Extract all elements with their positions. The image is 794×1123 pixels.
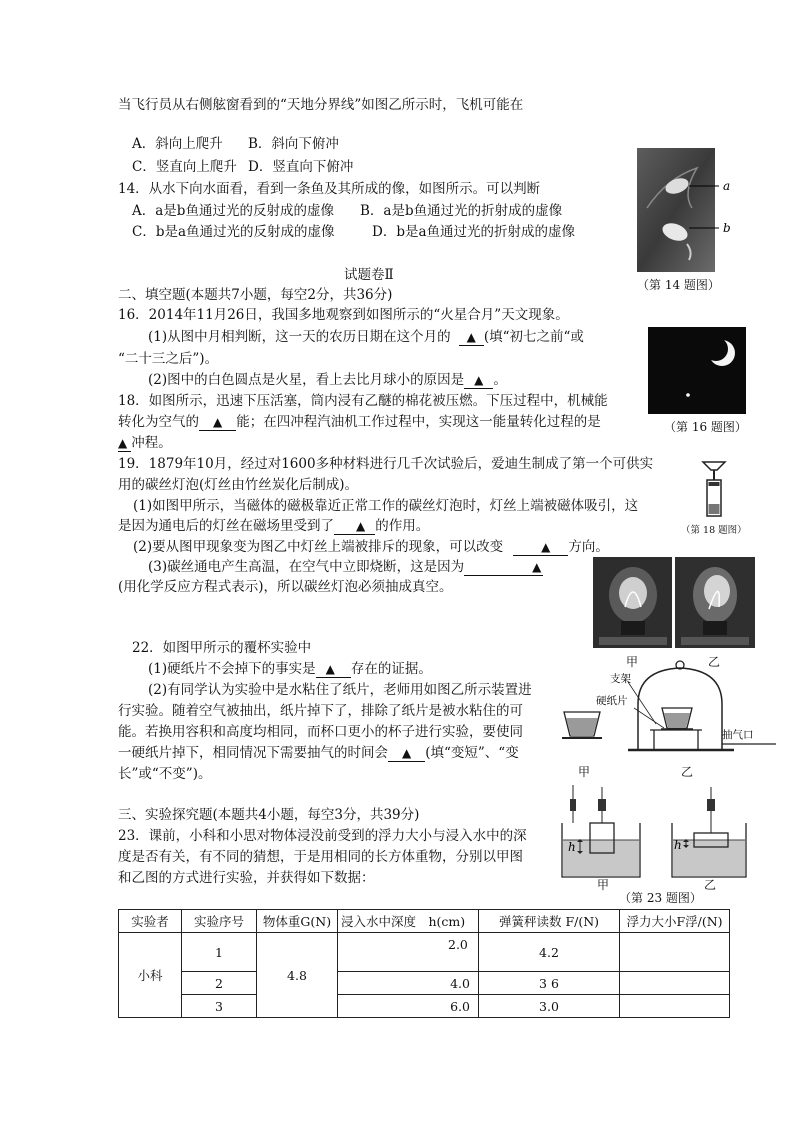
- q23-line2: 度是否有关，有不同的猜想，于是用相同的长方体重物，分别以甲图: [118, 849, 523, 865]
- q14-fish-photo: [637, 148, 743, 272]
- table-row: [119, 972, 730, 995]
- blank-mark: ▲: [532, 560, 542, 574]
- q19-line6: [148, 558, 543, 576]
- table-cell-depth: 2.0: [338, 933, 479, 972]
- q13-option-a: A．斜向上爬升: [132, 136, 223, 152]
- q22-label-support: 支架: [610, 673, 631, 685]
- q14-stem: 14．从水下向水面看，看到一条鱼及其所成的像，如图所示。可以判断: [118, 181, 541, 197]
- q14-caption: （第 14 题图）: [637, 278, 720, 292]
- q22-part2-line4: [118, 744, 519, 762]
- q22-label-jia: 甲: [578, 765, 591, 779]
- q13-stem: 当飞行员从右侧舷窗看到的“天地分界线”如图乙所示时，飞机可能在: [118, 97, 524, 113]
- table-header: 弹簧秤读数 F/(N): [479, 910, 620, 933]
- table-row: [119, 933, 730, 972]
- q18-line2-rest: 能；在四冲程汽油机工作过程中，实现这一能量转化过程的是: [236, 414, 601, 430]
- q19-blank2[interactable]: [513, 539, 568, 556]
- q16-part1-hint: (填“初七之前“或: [483, 329, 584, 345]
- q23-data-table: [118, 909, 730, 1018]
- q19-blank3[interactable]: [464, 559, 543, 576]
- q18-line2-text: 转化为空气的: [118, 414, 199, 430]
- table-cell-buoyancy[interactable]: [620, 972, 730, 995]
- q18-line1: 18．如图所示，迅速下压活塞，筒内浸有乙醚的棉花被压燃。下压过程中，机械能: [118, 393, 608, 409]
- q19-bulb-photo-yi: [675, 557, 755, 648]
- table-header: 物体重G(N): [257, 910, 338, 933]
- q23-line1: 23．课前，小科和小思对物体浸没前受到的浮力大小与浸入水中的深: [118, 828, 527, 844]
- q16-moon-photo: [648, 327, 746, 414]
- q13-option-d: D．竖直向下俯冲: [248, 159, 354, 175]
- blank-mark: ▲: [356, 519, 366, 533]
- q22-label-card: 硬纸片: [596, 695, 628, 707]
- table-cell-buoyancy[interactable]: [620, 995, 730, 1018]
- q22-label-yi: 乙: [681, 765, 694, 779]
- q22-stem: 22．如图甲所示的覆杯实验中: [132, 640, 312, 656]
- blank-mark: ▲: [466, 330, 476, 344]
- table-cell-depth: 4.0: [338, 972, 479, 995]
- q14-option-c: C．b是a鱼通过光的反射成的虚像: [132, 224, 335, 240]
- mars-dot: [686, 393, 690, 397]
- q19-label-yi: 乙: [708, 655, 721, 669]
- q23-label-h-yi: h: [674, 838, 682, 852]
- q22-blank1[interactable]: [316, 661, 351, 678]
- table-cell-weight: 4.8: [257, 933, 338, 1018]
- q18-blank2[interactable]: [118, 435, 131, 452]
- q16-part1: [148, 328, 584, 346]
- q18-line3-text: 冲程。: [131, 435, 172, 451]
- q16-stem: 16．2014年11月26日，我国多地观察到如图所示的“火星合月”天文现象。: [118, 307, 569, 323]
- blank-mark: ▲: [325, 662, 335, 676]
- q22-blank2[interactable]: [388, 745, 425, 762]
- q22-part2-line4-rest: (填“变短”、“变: [425, 745, 519, 761]
- q23-label-h-jia: h: [568, 840, 576, 854]
- blank-mark: ▲: [541, 540, 551, 554]
- blank-mark: ▲: [213, 415, 223, 429]
- blank-mark: ▲: [118, 436, 128, 450]
- table-cell-experimenter: 小科: [119, 933, 182, 1018]
- q23-caption: （第 23 题图）: [619, 891, 702, 905]
- table-cell-index: 1: [182, 933, 257, 972]
- q19-line3: (1)如图甲所示，当磁体的磁极靠近正常工作的碳丝灯泡时，灯丝上端被磁体吸引，这: [133, 498, 639, 514]
- q13-option-b: B．斜向下俯冲: [248, 136, 339, 152]
- table-cell-index: 3: [182, 995, 257, 1018]
- q22-part1: [148, 660, 432, 678]
- q19-line5: [133, 538, 609, 556]
- q22-part1-text: (1)硬纸片不会掉下的事实是: [148, 661, 316, 677]
- q22-part2-line5: 长”或“不变”)。: [118, 766, 212, 782]
- q19-line4-text: 是因为通电后的灯丝在磁场里受到了: [118, 518, 334, 534]
- q16-blank2[interactable]: [464, 372, 493, 389]
- q19-blank1[interactable]: [334, 518, 375, 535]
- q14-option-a: A．a是b鱼通过光的反射成的虚像: [132, 203, 334, 219]
- q14-option-d: D．b是a鱼通过光的折射成的虚像: [372, 224, 576, 240]
- table-cell-reading: 3.0: [479, 995, 620, 1018]
- q19-line5-rest: 方向。: [568, 539, 609, 555]
- table-header-row: [119, 910, 730, 933]
- q19-line7: (用化学反应方程式表示)，所以碳丝灯泡必须抽成真空。: [118, 579, 453, 595]
- q19-line6-text: (3)碳丝通电产生高温，在空气中立即烧断，这是因为: [148, 559, 465, 575]
- q22-part1-rest: 存在的证据。: [350, 661, 432, 677]
- q18-blank1[interactable]: [199, 414, 236, 431]
- q16-part2: [148, 371, 507, 389]
- table-cell-reading: 3 6: [479, 972, 620, 995]
- q18-piston-figure: [699, 460, 729, 518]
- q22-part2-line4-text: 一硬纸片掉下，相同情况下需要抽气的时间会: [118, 745, 388, 761]
- q23-label-yi: 乙: [704, 878, 717, 892]
- q14-label-b: b: [723, 221, 731, 235]
- blank-mark: ▲: [474, 373, 484, 387]
- table-header: 浮力大小F浮/(N): [620, 910, 730, 933]
- q16-part1-text: (1)从图中月相判断，这一天的农历日期在这个月的: [148, 329, 451, 345]
- q19-line1: 19．1879年10月，经过对1600多种材料进行几千次试验后，爱迪生制成了第一个可供实: [118, 456, 654, 472]
- q19-label-jia: 甲: [626, 655, 639, 669]
- table-row: [119, 995, 730, 1018]
- q18-line3: [118, 434, 172, 452]
- q22-part2-line3: 能。若换用容积和高度均相同，而杯口更小的杯子进行实验，要使同: [118, 724, 523, 740]
- q19-line2: 用的碳丝灯泡(灯丝由竹丝炭化后制成)。: [118, 477, 359, 493]
- q19-line4-rest: 的作用。: [375, 518, 430, 534]
- q23-line3: 和乙图的方式进行实验，并获得如下数据：: [118, 870, 375, 886]
- paper-title: 试题卷Ⅱ: [344, 267, 394, 283]
- blank-mark: ▲: [402, 746, 412, 760]
- q16-part2-end: 。: [493, 372, 507, 388]
- table-cell-buoyancy[interactable]: [620, 933, 730, 972]
- q16-blank1[interactable]: [459, 329, 484, 346]
- q13-option-c: C．竖直向上爬升: [132, 159, 237, 175]
- table-header: 浸入水中深度 h(cm): [338, 910, 479, 933]
- table-cell-reading: 4.2: [479, 933, 620, 972]
- q18-line2: [118, 413, 601, 431]
- table-header: 实验序号: [182, 910, 257, 933]
- section2-heading: 二、填空题(本题共7小题，每空2分，共36分): [118, 287, 393, 303]
- section3-heading: 三、实验探究题(本题共4小题，每空3分，共39分): [118, 807, 420, 823]
- q14-option-b: B．a是b鱼通过光的折射成的虚像: [360, 203, 563, 219]
- q22-part2-line1: (2)有同学认为实验中是水粘住了纸片，老师用如图乙所示装置进: [148, 682, 532, 698]
- table-header: 实验者: [119, 910, 182, 933]
- q18-caption: （第 18 题图）: [681, 525, 747, 536]
- q23-beaker-figure: [560, 785, 750, 885]
- q22-label-outlet: 抽气口: [722, 729, 754, 741]
- q16-part2-text: (2)图中的白色圆点是火星，看上去比月球小的原因是: [148, 372, 465, 388]
- q19-line4: [118, 517, 429, 535]
- q16-part1-tail: “二十三之后”)。: [118, 351, 219, 367]
- table-cell-depth: 6.0: [338, 995, 479, 1018]
- q14-label-a: a: [723, 179, 731, 193]
- q16-caption: （第 16 题图）: [664, 420, 747, 434]
- q23-label-jia: 甲: [597, 878, 610, 892]
- q22-part2-line2: 行实验。随着空气被抽出，纸片掉下了，排除了纸片是被水粘住的可: [118, 703, 523, 719]
- q19-line5-text: (2)要从图甲现象变为图乙中灯丝上端被排斥的现象，可以改变: [133, 539, 504, 555]
- table-cell-index: 2: [182, 972, 257, 995]
- q19-bulb-photo-jia: [593, 557, 672, 648]
- q22-apparatus-figure: [558, 660, 778, 760]
